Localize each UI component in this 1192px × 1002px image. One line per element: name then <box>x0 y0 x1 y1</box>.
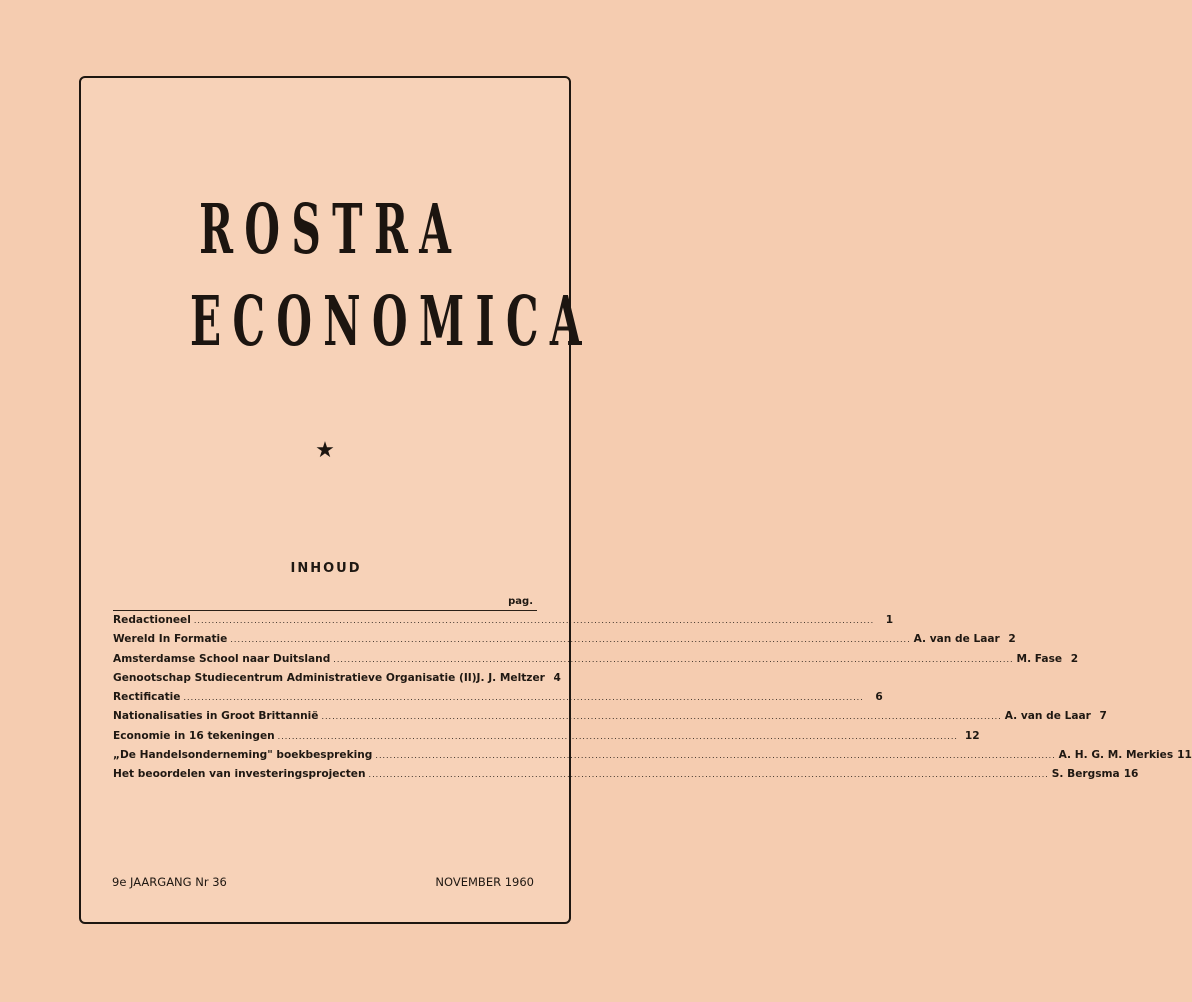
toc-item-rectificatie[interactable] <box>113 691 883 710</box>
leader-dots <box>375 751 1055 760</box>
contents-heading: INHOUD <box>290 561 362 576</box>
toc-item-page: 7 <box>1099 710 1107 723</box>
toc-item-redactioneel[interactable] <box>113 614 894 633</box>
toc-item-author: S. Bergsma <box>1051 768 1120 781</box>
magazine-title-line-1: ROSTRA <box>199 190 463 270</box>
toc-item-page: 2 <box>1008 633 1016 646</box>
leader-dots <box>321 712 1001 721</box>
toc-item-author: J. J. Meltzer <box>476 671 545 684</box>
toc-item-economie-tekeningen[interactable] <box>113 729 980 749</box>
leader-dots <box>333 655 1013 664</box>
toc-item-nationalisaties[interactable] <box>113 710 1107 729</box>
toc-item-author: A. H. G. M. Merkies <box>1058 749 1174 762</box>
star-icon: ★ <box>315 438 335 463</box>
toc-item-page: 16 <box>1123 768 1139 781</box>
toc-item-amsterdamse-school[interactable] <box>113 652 1079 672</box>
magazine-title-line-2: ECONOMICA <box>190 282 593 362</box>
toc-item-page: 1 <box>885 614 894 626</box>
cover-frame <box>79 76 1192 924</box>
toc-item-page: 12 <box>964 729 980 742</box>
toc-item-page: 6 <box>875 691 883 704</box>
leader-dots <box>183 693 863 702</box>
toc-item-page: 11 <box>1177 749 1192 762</box>
page-column-label: pag. <box>508 596 533 607</box>
leader-dots <box>369 770 1049 779</box>
toc-item-title: Nationalisaties in Groot Brittannië <box>113 710 319 723</box>
toc-item-page: 2 <box>1070 652 1079 665</box>
toc-item-author: A. van de Laar <box>1004 710 1091 723</box>
toc-item-investeringsprojecten[interactable] <box>113 768 1139 787</box>
volume-number: 9e JAARGANG Nr 36 <box>112 875 227 889</box>
toc-item-title: Amsterdamse School naar Duitsland <box>113 652 331 665</box>
toc-item-page: 4 <box>553 671 561 684</box>
leader-dots <box>278 732 958 741</box>
toc-item-title: Wereld In Formatie <box>113 633 228 646</box>
toc-item-title: „De Handelsonderneming" boekbespreking <box>113 749 373 762</box>
issue-date: NOVEMBER 1960 <box>435 875 534 889</box>
toc-item-author: M. Fase <box>1016 652 1063 665</box>
toc-item-title: Genootschap Studiecentrum Administratieve Organisatie (II) <box>113 671 477 684</box>
toc-item-genootschap[interactable] <box>113 671 561 691</box>
table-of-contents <box>113 614 1192 788</box>
toc-item-title: Het beoordelen van investeringsprojecten <box>113 768 366 781</box>
toc-item-wereld-in-formatie[interactable] <box>113 633 1016 652</box>
toc-item-title: Redactioneel <box>113 614 191 626</box>
toc-item-title: Rectificatie <box>113 691 181 704</box>
leader-dots <box>230 635 910 644</box>
contents-divider <box>113 610 537 611</box>
toc-item-author: A. van de Laar <box>913 633 1000 646</box>
toc-item-title: Economie in 16 tekeningen <box>113 729 275 742</box>
leader-dots <box>194 616 874 625</box>
toc-item-handelsonderneming[interactable] <box>113 749 1192 768</box>
